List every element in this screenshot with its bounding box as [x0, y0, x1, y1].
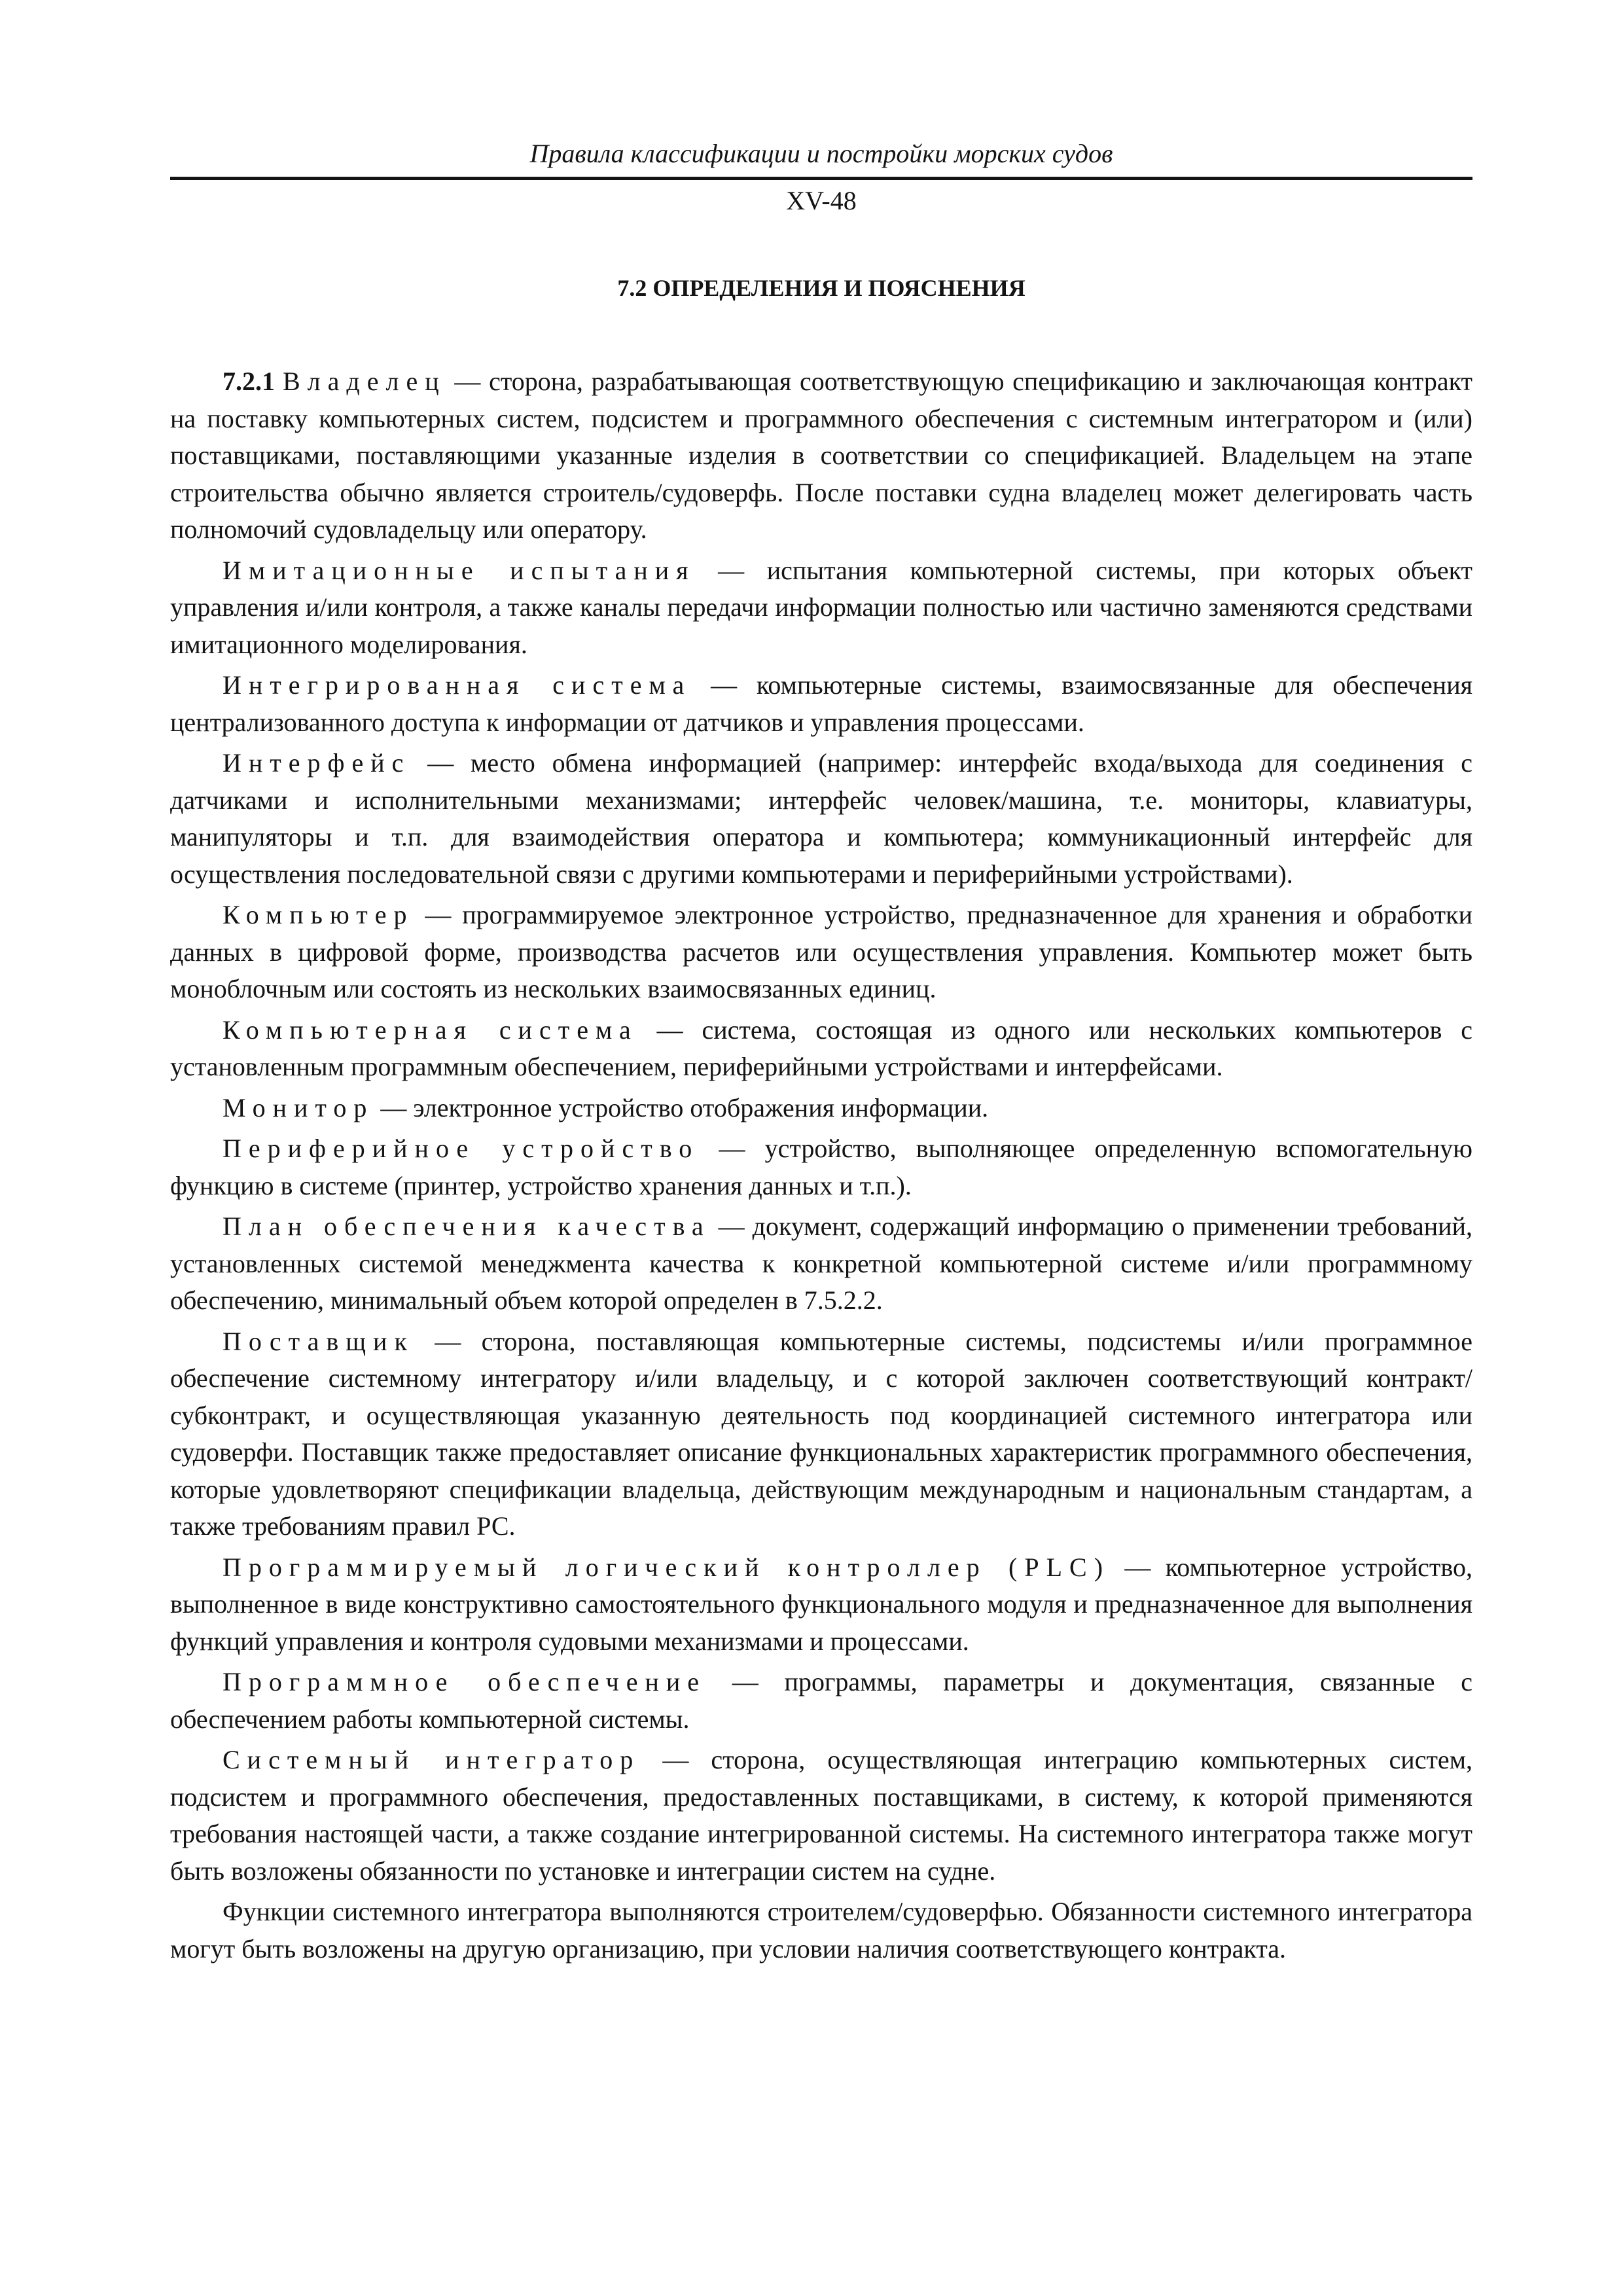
definition-supplier — [170, 1323, 1472, 1545]
definition-text: — компьютерные системы, взаимосвязанные для обеспечения централизованного доступа к информации от датчиков и управления процессами. — [170, 670, 1472, 737]
definition-term: Периферийное устройство — [223, 1134, 700, 1163]
definition-text: — сторона, разрабатывающая соответствующую спецификацию и заключающая контракт на поставку компьютерных систем, подсистем и программного обеспечения с системным интегратором и (или) поставщиками, поставляющими указанные изделия в соответствии со спецификацией. Владельцем на этапе строительства обычно является строитель/судоверфь. После поставки судна владелец может делегировать часть полномочий судовладельцу или оператору. — [170, 367, 1472, 544]
closing-paragraph: Функции системного интегратора выполняются строителем/судоверфью. Обязанности системного интегратора могут быть возложены на другую организацию, при условии наличия соответствующего контракта. — [170, 1897, 1472, 1964]
page-number: XV-48 — [786, 186, 857, 215]
definition-term: Интегрированная система — [223, 670, 692, 700]
definition-term: Владелец — [283, 367, 446, 396]
definition-text: — место обмена информацией (например: интерфейс входа/выхода для соединения с датчиками и исполнительными механизмами; интерфейс человек/машина, т.е. мониторы, клавиатуры, манипуляторы и т.п. для взаимодействия оператора и компьютера; коммуникационный интерфейс для осуществления последовательной связи с другими компьютерами и периферийными устройствами). — [170, 748, 1472, 889]
definition-term: Компьютерная система — [223, 1014, 638, 1045]
definition-software — [170, 1664, 1472, 1738]
definition-text: — программируемое электронное устройство, предназначенное для хранения и обработки данных в цифровой форме, производства расчетов или осуществления управления. Компьютер может быть моноблочным или состоять из нескольких взаимосвязанных единиц. — [170, 900, 1472, 1003]
definition-interface — [170, 745, 1472, 893]
definition-term: Поставщик — [223, 1326, 414, 1356]
header-rule — [170, 177, 1472, 180]
running-header: Правила классификации и постройки морских судов — [529, 139, 1113, 168]
definition-text: — электронное устройство отображения информации. — [374, 1092, 989, 1122]
definition-computer — [170, 897, 1472, 1008]
definition-computer-system — [170, 1012, 1472, 1086]
definition-term: Программное обеспечение — [223, 1667, 707, 1696]
document-page — [170, 137, 1472, 1971]
definition-text: — система, состоящая из одного или нескольких компьютеров с установленным программным обеспечением, периферийными устройствами и интерфейсами. — [170, 1014, 1472, 1081]
definition-text: — испытания компьютерной системы, при которых объект управления и/или контроля, а также каналы передачи информации полностью или частично заменяются средствами имитационного моделирования. — [170, 555, 1472, 659]
definition-term: Монитор — [223, 1092, 374, 1122]
definition-text: — сторона, осуществляющая интеграцию компьютерных систем, подсистем и программного обеспечения, предоставленных поставщиками, в систему, к которой применяются требования настоящей части, а также создание интегрированной системы. На системного интегратора также могут быть возложены обязанности по установке и интеграции систем на судне. — [170, 1745, 1473, 1886]
definition-text: — компьютерное устройство, выполненное в виде конструктивно самостоятельного функционального модуля и предназначенное для выполнения функций управления и контроля судовыми механизмами и процессами. — [170, 1552, 1472, 1656]
definition-simulation-tests — [170, 552, 1472, 664]
definition-quality-plan — [170, 1208, 1472, 1319]
definition-system-integrator — [170, 1742, 1472, 1890]
definition-term: Компьютер — [223, 900, 414, 929]
definition-term: План обеспечения качества — [223, 1211, 711, 1241]
definition-peripheral-device — [170, 1130, 1472, 1204]
definition-text: — устройство, выполняющее определенную вспомогательную функцию в системе (принтер, устройство хранения данных и т.п.). — [170, 1134, 1473, 1200]
definition-term: Системный интегратор — [223, 1745, 641, 1774]
definition-term: Программируемый логический контроллер (PLC) — [223, 1552, 1111, 1582]
definition-term: Имитационные испытания — [223, 555, 696, 585]
definition-monitor — [170, 1090, 1472, 1127]
definition-text: — сторона, поставляющая компьютерные системы, подсистемы и/или программное обеспечение системному интегратору и/или владельцу, и с которой заключен соответствующий контракт/субконтракт, и осуществляющая указанную деятельность под координацией системного интегратора или судоверфи. Поставщик также предоставляет описание функциональных характеристик программного обеспечения, которые удовлетворяют спецификации владельца, действующим международным и национальным стандартам, а также требованиям правил РС. — [170, 1326, 1472, 1541]
definition-text: — документ, содержащий информацию о применении требований, установленных системой менеджмента качества к конкретной компьютерной системе и/или программному обеспечению, минимальный объем которой определен в 7.5.2.2. — [170, 1211, 1472, 1315]
definition-integrated-system — [170, 667, 1472, 741]
section-title: 7.2 ОПРЕДЕЛЕНИЯ И ПОЯСНЕНИЯ — [617, 275, 1026, 301]
definition-owner — [170, 363, 1472, 548]
clause-number: 7.2.1 — [223, 367, 275, 396]
definition-term: Интерфейс — [223, 748, 411, 778]
definition-text: — программы, параметры и документация, связанные с обеспечением работы компьютерной системы. — [170, 1667, 1473, 1734]
definitions-body — [170, 363, 1472, 1967]
definition-plc — [170, 1549, 1472, 1660]
